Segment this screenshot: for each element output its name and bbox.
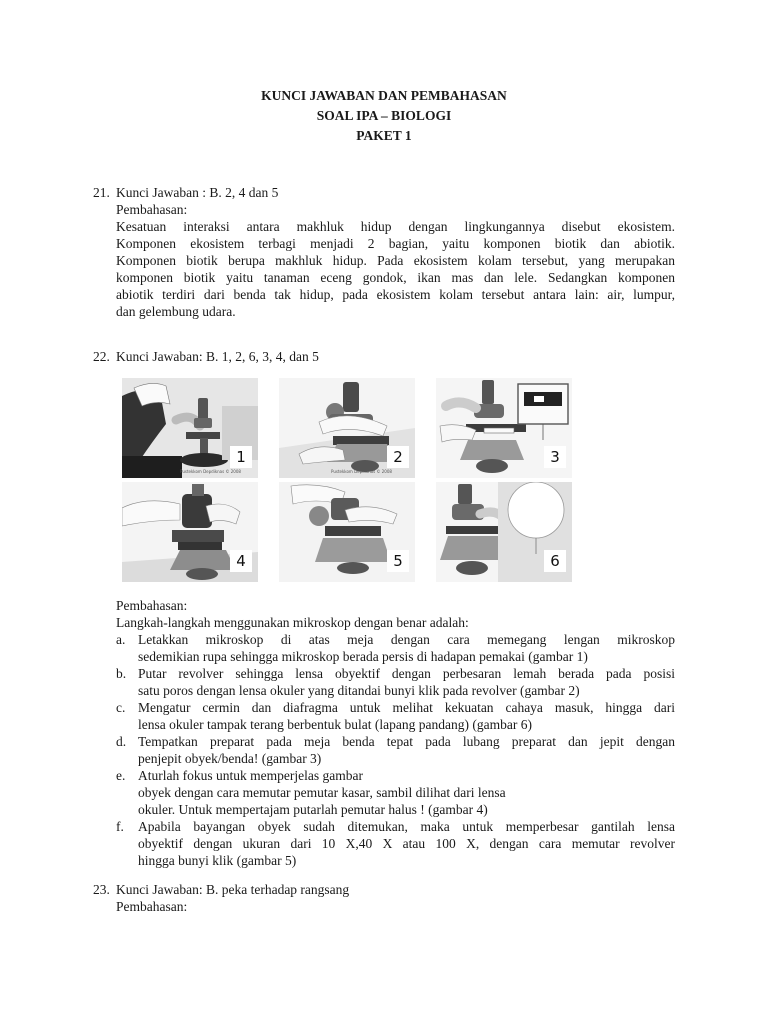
question-23	[93, 881, 675, 915]
step-line: Apabila bayangan obyek sudah ditemukan, maka untuk memperbesar gantilah lensa	[138, 819, 675, 834]
step-line: sedemikian rupa sehingga mikroskop berada persis di hadapan pemakai (gambar 1)	[138, 649, 588, 664]
step-line: okuler. Untuk mempertajam putarlah pemutar halus ! (gambar 4)	[138, 802, 488, 817]
figure-panel-3	[436, 378, 572, 478]
q23-discussion-label: Pembahasan:	[116, 899, 188, 914]
panel-number: 4	[230, 550, 252, 572]
header-subject: SOAL IPA – BIOLOGI	[316, 108, 452, 123]
step-line: penjepit obyek/benda! (gambar 3)	[138, 751, 322, 766]
step-item	[93, 733, 675, 767]
step-marker: e.	[116, 768, 126, 783]
figure-panel-6	[436, 482, 572, 582]
step-line: obyektif dengan ukuran dari 10 X,40 X atau 100 X, dengan cara memutar revolver	[138, 836, 675, 851]
step-marker: f.	[116, 819, 124, 834]
step-line: satu poros dengan lensa okuler yang ditandai bunyi klik pada revolver (gambar 2)	[138, 683, 580, 698]
panel-number: 2	[387, 446, 409, 468]
panel-number: 6	[544, 550, 566, 572]
q23-answer-line	[93, 881, 675, 898]
header-title: KUNCI JAWABAN DAN PEMBAHASAN	[261, 88, 507, 103]
step-marker: a.	[116, 632, 126, 647]
question-21	[93, 184, 675, 320]
step-marker: d.	[116, 734, 127, 749]
figure-panel-4	[122, 482, 258, 582]
q22-answer: Kunci Jawaban: B. 1, 2, 6, 3, 4, dan 5	[116, 349, 319, 364]
panel-number: 5	[387, 550, 409, 572]
microscope-figure	[122, 378, 572, 582]
panel-credit: Pustekkom Depdiknas © 2008	[180, 469, 241, 474]
step-line: obyek dengan cara memutar pemutar kasar, sambil dilihat dari lensa	[138, 785, 506, 800]
panel-number: 1	[230, 446, 252, 468]
figure-panel-2	[279, 378, 415, 478]
q21-discussion	[116, 218, 675, 320]
step-line: Putar revolver sehingga lensa obyektif dengan perbesaran lemah berada pada posisi	[138, 666, 675, 681]
panel-number: 3	[544, 446, 566, 468]
q21-number: 21.	[93, 185, 110, 200]
question-22-discussion	[93, 597, 675, 869]
q22-intro: Langkah-langkah menggunakan mikroskop dengan benar adalah:	[116, 615, 469, 630]
q21-line: Komponen ekosistem terbagi menjadi 2 bagian, yaitu komponen biotik dan abiotik.	[116, 236, 675, 251]
q21-line: Kesatuan interaksi antara makhluk hidup dengan lingkungannya disebut ekosistem.	[116, 219, 675, 234]
q21-line: abiotik terdiri dari benda tak hidup, pada ekosistem kolam tersebut antara lain: air, lumpur,	[116, 287, 675, 302]
step-item	[93, 699, 675, 733]
step-line: Letakkan mikroskop di atas meja dengan cara memegang lengan mikroskop	[138, 632, 675, 647]
step-marker: b.	[116, 666, 127, 681]
step-line: lensa okuler tampak terang berbentuk bulat (lapang pandang) (gambar 6)	[138, 717, 532, 732]
q21-line: Komponen biotik berupa makhluk hidup. Pada ekosistem kolam tersebut, yang merupakan	[116, 253, 675, 268]
q22-discussion-label: Pembahasan:	[116, 598, 188, 613]
step-item	[93, 767, 675, 818]
q23-answer: Kunci Jawaban: B. peka terhadap rangsang	[116, 882, 350, 897]
step-line: Aturlah fokus untuk memperjelas gambar	[138, 768, 363, 783]
panel-credit: Pustekkom Depdiknas © 2008	[331, 469, 392, 474]
step-item	[93, 665, 675, 699]
step-line: hingga bunyi klik (gambar 5)	[138, 853, 297, 868]
q22-steps-list	[93, 631, 675, 869]
step-item	[93, 818, 675, 869]
header-package: PAKET 1	[356, 128, 412, 143]
q21-line: komponen biotik yaitu tanaman eceng gondok, ikan mas dan lele. Sedangkan komponen	[116, 270, 675, 285]
step-marker: c.	[116, 700, 126, 715]
q23-number: 23.	[93, 882, 110, 897]
question-22-answer	[93, 348, 675, 365]
q21-answer: Kunci Jawaban : B. 2, 4 dan 5	[116, 185, 279, 200]
figure-panel-5	[279, 482, 415, 582]
q21-answer-line	[93, 184, 675, 201]
figure-panel-1	[122, 378, 258, 478]
step-item	[93, 631, 675, 665]
step-line: Mengatur cermin dan diafragma untuk melihat kekuatan cahaya masuk, hingga dari	[138, 700, 675, 715]
document-header	[0, 86, 768, 146]
q21-line: dan gelembung udara.	[116, 304, 236, 319]
q21-discussion-label: Pembahasan:	[116, 202, 188, 217]
q22-number: 22.	[93, 349, 110, 364]
step-line: Tempatkan preparat pada meja benda tepat pada lubang preparat dan jepit dengan	[138, 734, 675, 749]
